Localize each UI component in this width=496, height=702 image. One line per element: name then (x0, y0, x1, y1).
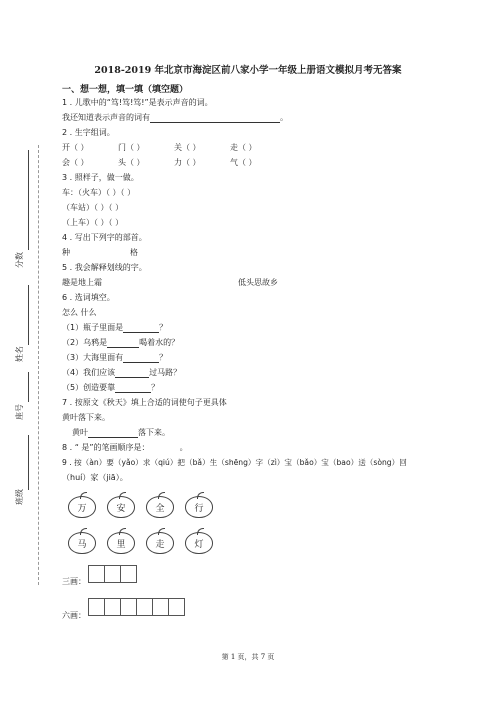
q9-text: 9 . 按（àn）要（yǎo）求（qiú）把（bǎ）生（shēng）字（zì）宝（bǎo）宝（bao）送（sòng）回 (62, 458, 407, 467)
score-blank[interactable] (28, 150, 29, 250)
number-label: 座号 (15, 404, 24, 420)
q4-a: 种 (62, 248, 70, 257)
q6-item5: （5）创造要靠 ？ (62, 383, 160, 392)
q6-item1: （1）瓶子里面是 ？ (62, 323, 168, 332)
name-label: 姓名 (15, 346, 24, 362)
q1-text: 1 . 儿歌中的“笃!笃!笃!”是表示声音的词。 (62, 98, 213, 107)
q6-item4: （4）我们应该 过马路？ (62, 368, 182, 377)
six-strokes-grid[interactable] (88, 598, 188, 616)
q1-line2: 我还知道表示声音的词有 。 (62, 113, 288, 122)
q4-b: 格 (130, 248, 138, 257)
apple-char[interactable]: 灯 (185, 528, 213, 552)
q2-row2: 会（ ） 头（ ） 力（ ） 气（ ） (62, 158, 257, 167)
q7-line2: 黄叶 落下来。 (72, 428, 170, 437)
section-heading: 一、想一想，填一填（填空题） (62, 85, 189, 95)
three-strokes-grid[interactable] (88, 565, 138, 583)
q3-text: 3 . 照样子，做一做。 (62, 173, 139, 182)
q5-b: 低头思故乡 (238, 278, 278, 287)
apple-char[interactable]: 安 (107, 492, 135, 516)
number-blank[interactable] (28, 372, 29, 402)
q3-line1: 车：（火车）（ ）（ ） (62, 188, 136, 197)
q6-blank5[interactable] (115, 383, 151, 393)
q9-line2: （huí）家（jiā）。 (62, 473, 128, 482)
apple-char[interactable]: 行 (185, 492, 213, 516)
q5-text: 5 . 我会解释划线的字。 (62, 263, 147, 272)
q7-line: 黄叶落下来。 (62, 413, 110, 422)
apple-char[interactable]: 里 (107, 528, 135, 552)
page-title: 2018-2019 年北京市海淀区前八家小学一年级上册语文模拟月考无答案 (94, 65, 402, 76)
apple-char[interactable]: 万 (68, 492, 96, 516)
apple-char[interactable]: 马 (68, 528, 96, 552)
name-blank[interactable] (28, 285, 29, 345)
q6-words: 怎么 什么 (62, 308, 97, 317)
q6-blank4[interactable] (115, 368, 149, 378)
q6-blank1[interactable] (123, 323, 159, 333)
q7-text: 7 . 按原文《秋天》填上合适的词使句子更具体 (62, 398, 227, 407)
q2-text: 2 . 生字组词。 (62, 128, 115, 137)
q3-line3: （上车）（ ）（ ） (62, 218, 124, 227)
three-strokes-label: 三画： (62, 577, 86, 586)
q7-blank[interactable] (88, 428, 138, 438)
q1-blank[interactable] (150, 113, 280, 123)
q2-row1: 开（ ） 门（ ） 关（ ） 走（ ） (62, 143, 257, 152)
q3-line2: （车站）（ ）（ ） (62, 203, 124, 212)
six-strokes-label: 六画： (62, 611, 86, 620)
score-label: 分数 (15, 252, 24, 268)
binding-line (38, 145, 39, 585)
apple-char[interactable]: 全 (146, 492, 174, 516)
class-blank[interactable] (28, 435, 29, 490)
q6-item2: （2）乌鸦是 喝着水的？ (62, 338, 180, 347)
q6-blank3[interactable] (123, 353, 159, 363)
q6-text: 6 . 选词填空。 (62, 293, 115, 302)
q5-a: 趣是地上霜 (62, 278, 102, 287)
q6-item3: （3）大海里面有 ？ (62, 353, 168, 362)
q8-text: 8 . “ 是”的笔画顺序是： 。 (62, 443, 188, 452)
q6-blank2[interactable] (107, 338, 139, 348)
class-label: 班级 (15, 489, 24, 505)
q4-text: 4 . 写出下列字的部首。 (62, 233, 147, 242)
apple-char[interactable]: 走 (146, 528, 174, 552)
page-footer: 第 1 页，共 7 页 (221, 653, 275, 661)
